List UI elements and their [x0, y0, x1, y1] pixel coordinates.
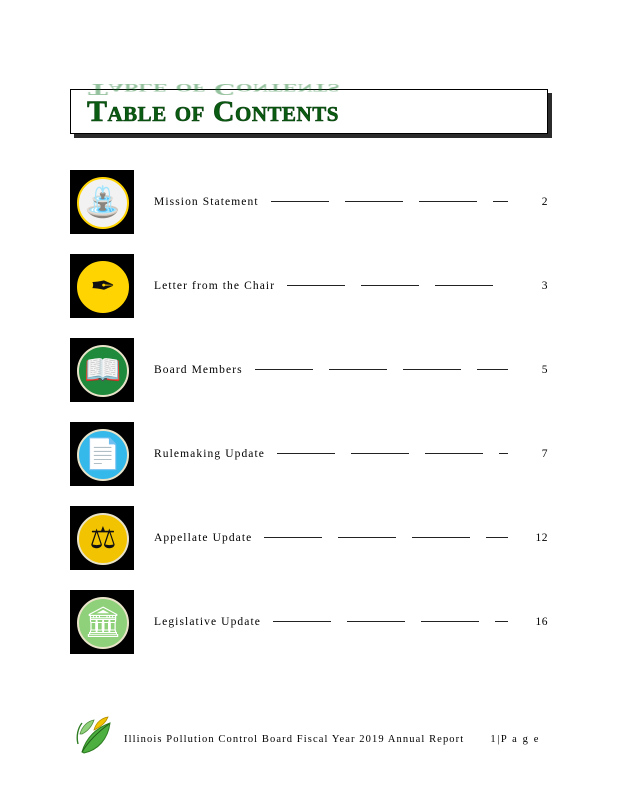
toc-entry-line[interactable] [154, 448, 548, 460]
toc-entry-label: Letter from the Chair [154, 280, 276, 292]
toc-entry[interactable] [70, 244, 548, 328]
toc-entry-icon-glyph: 🏛 [83, 606, 123, 639]
toc-entry-label: Rulemaking Update [154, 448, 265, 460]
open-book-icon [77, 345, 129, 397]
page-title-reflection: Table of Contents [88, 80, 340, 99]
toc-entry-page-number: 12 [535, 532, 548, 544]
toc-entry-icon-glyph: ⛲ [84, 186, 122, 219]
toc-entry-label: Mission Statement [154, 196, 259, 208]
illinois-pollution-control-board-logo-icon [72, 712, 118, 758]
toc-entry-icon-glyph: ✒ [90, 270, 116, 303]
toc-entry-icon-badge [70, 590, 134, 654]
toc-entry-line[interactable] [154, 364, 548, 376]
toc-entry-line[interactable] [154, 280, 548, 292]
toc-entry-page-number: 3 [541, 280, 548, 292]
toc-entry-page-number: 7 [541, 448, 548, 460]
page-title-box [70, 80, 548, 134]
toc-entry-icon-glyph: 📄 [84, 438, 122, 471]
scales-of-justice-icon [77, 513, 129, 565]
toc-entry-icon-badge [70, 338, 134, 402]
toc-entry-line[interactable] [154, 196, 548, 208]
toc-entry-leader [271, 201, 508, 202]
toc-entry-icon-badge [70, 254, 134, 318]
toc-entry-icon-glyph: 📖 [84, 354, 122, 387]
toc-entry-leader [287, 285, 508, 286]
toc-entry-icon-badge [70, 170, 134, 234]
toc-entry[interactable] [70, 580, 548, 664]
toc-entry-icon-badge [70, 422, 134, 486]
toc-entry-label: Legislative Update [154, 616, 261, 628]
toc-entry[interactable] [70, 328, 548, 412]
footer-page-number: 1|P a g e [490, 734, 540, 745]
toc-entry-line[interactable] [154, 616, 548, 628]
ballot-box-icon [77, 177, 129, 229]
toc-entry-line[interactable] [154, 532, 548, 544]
toc-entry[interactable] [70, 496, 548, 580]
toc-entry-leader [273, 621, 508, 622]
toc-entry-page-number: 5 [541, 364, 548, 376]
page-footer [70, 712, 548, 758]
toc-entry-icon-glyph: ⚖ [89, 522, 117, 555]
document-page-icon [77, 429, 129, 481]
toc-entry-page-number: 2 [541, 196, 548, 208]
page-title: Table of Contents [87, 95, 339, 128]
toc-entry-page-number: 16 [535, 616, 548, 628]
toc-entry[interactable] [70, 412, 548, 496]
quill-pen-icon [77, 261, 129, 313]
capitol-building-icon [77, 597, 129, 649]
toc-entry[interactable] [70, 160, 548, 244]
toc-entry-label: Board Members [154, 364, 243, 376]
footer-text: Illinois Pollution Control Board Fiscal Year 2019 Annual Report [124, 734, 465, 745]
table-of-contents [70, 160, 548, 664]
toc-entry-leader [264, 537, 508, 538]
toc-entry-leader [255, 369, 508, 370]
toc-entry-icon-badge [70, 506, 134, 570]
toc-entry-label: Appellate Update [154, 532, 253, 544]
toc-entry-leader [277, 453, 508, 454]
